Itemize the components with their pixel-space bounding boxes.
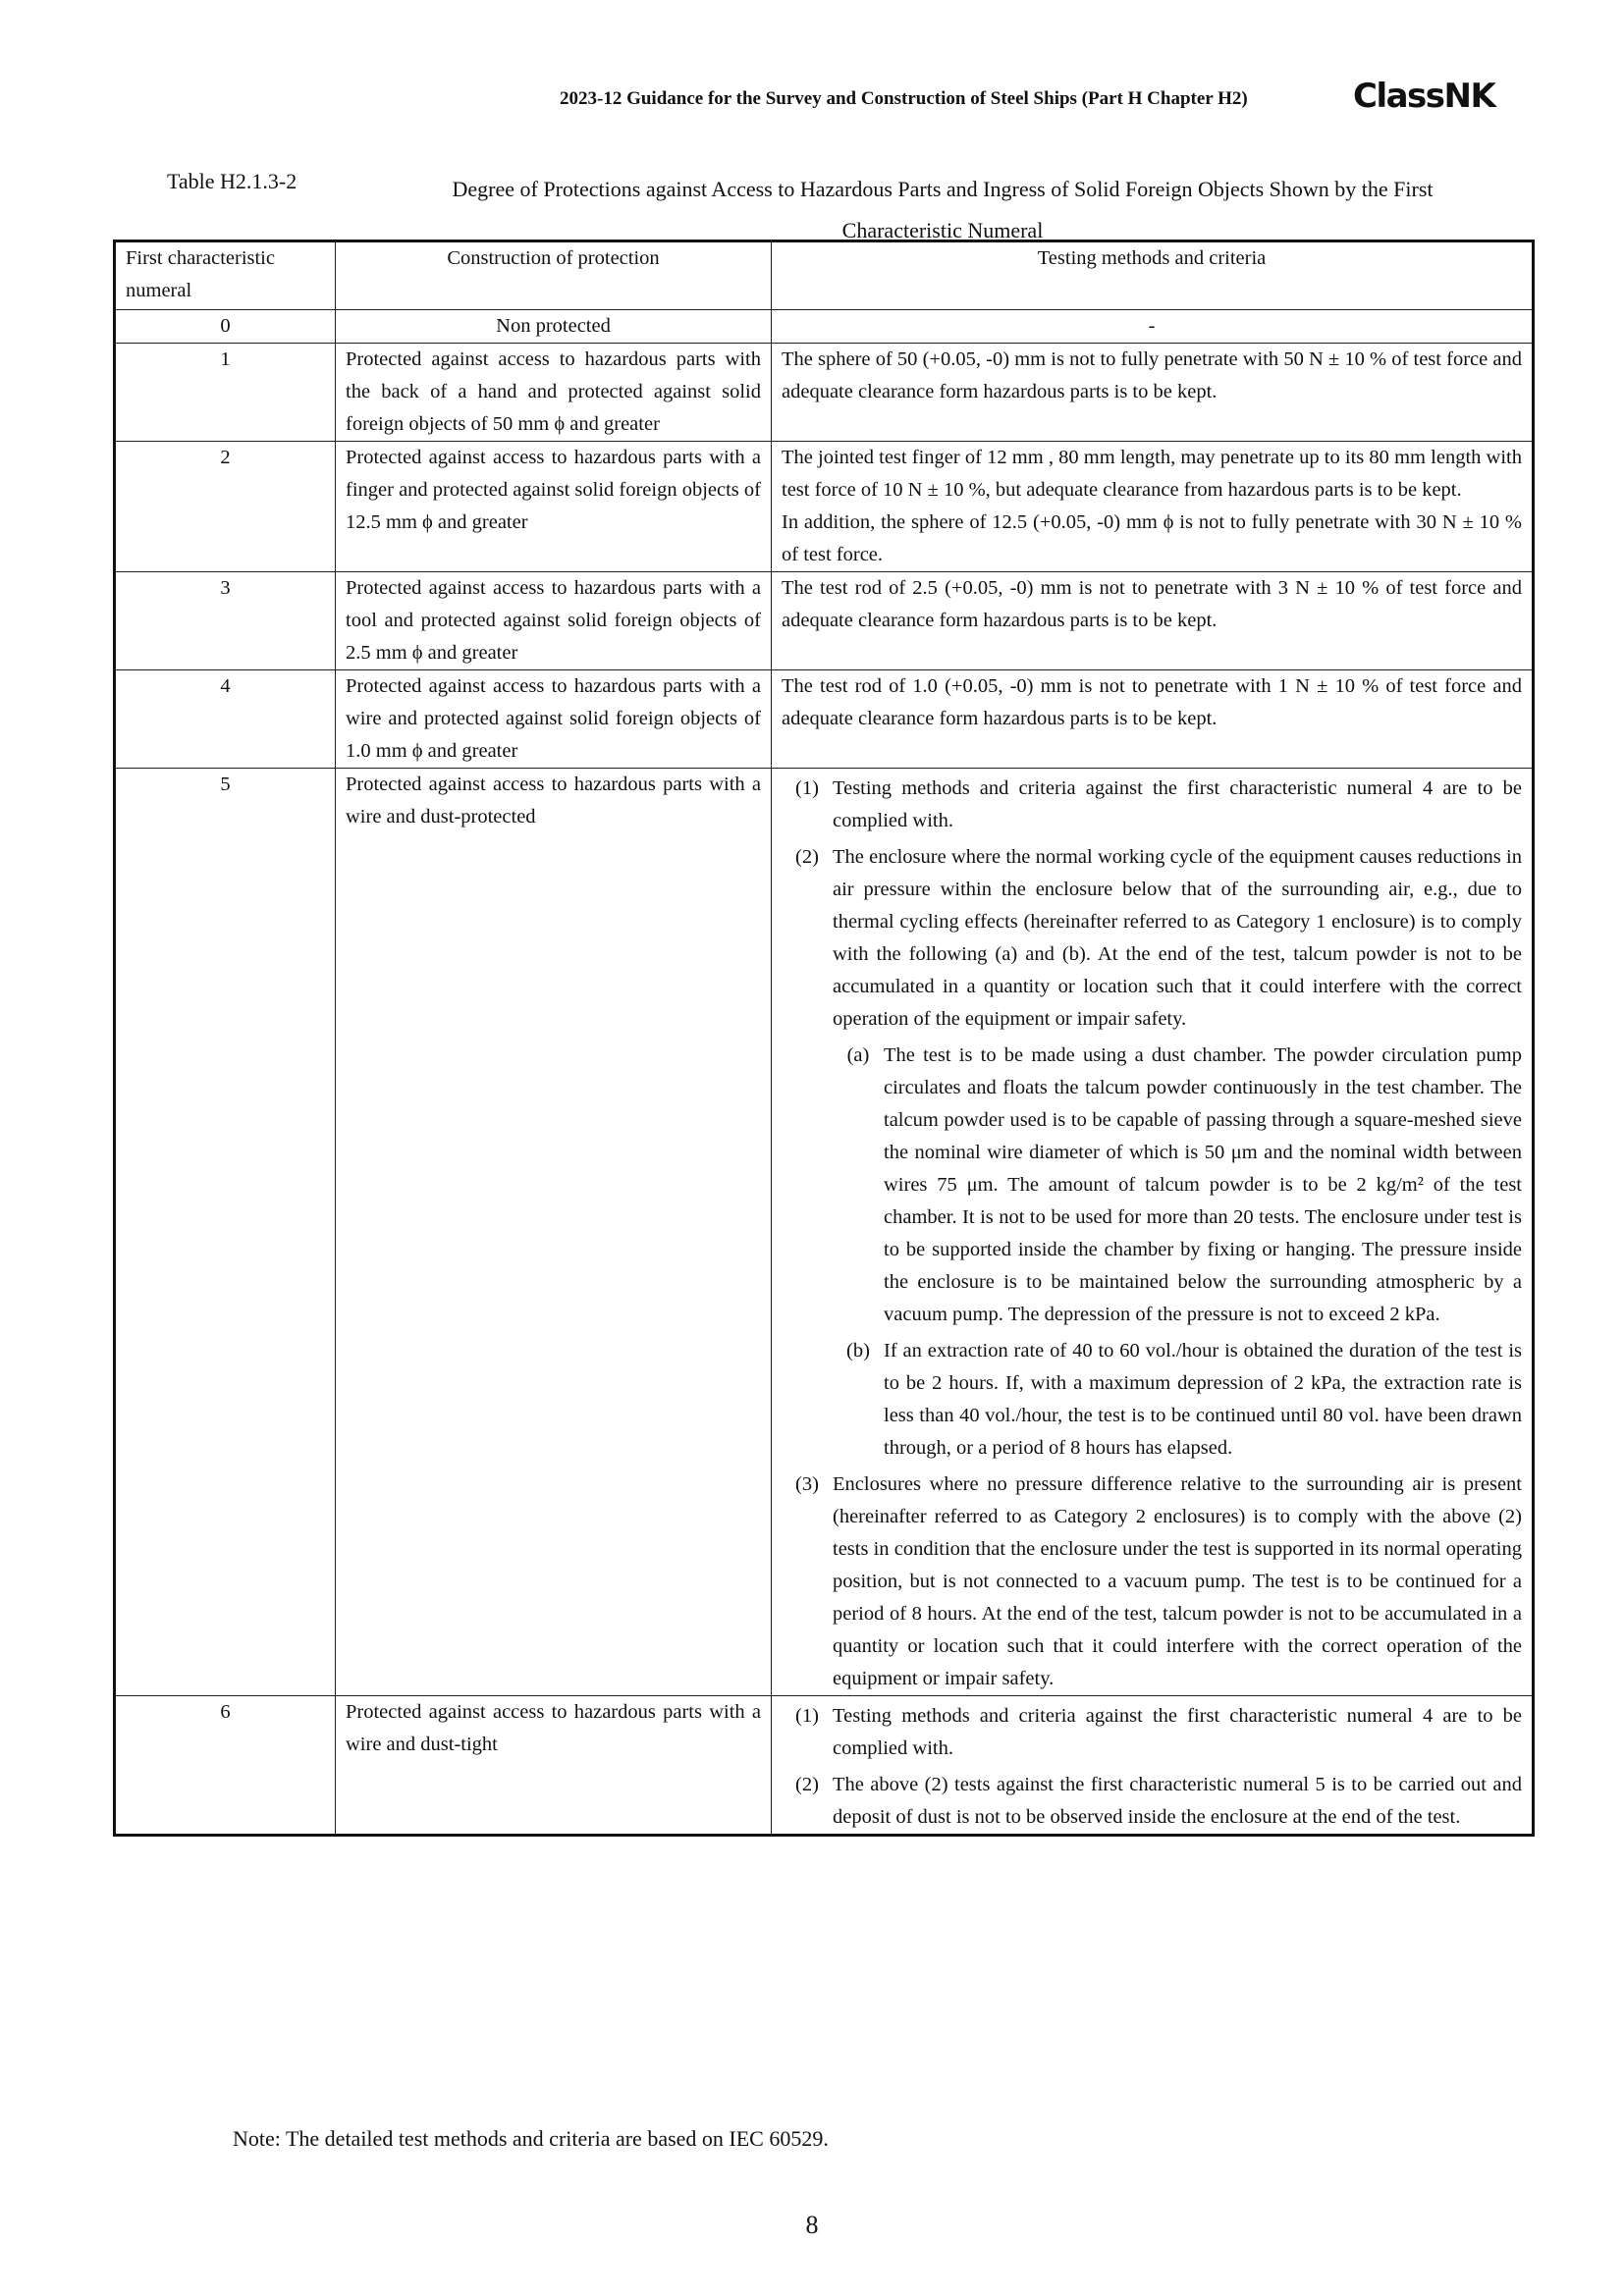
testing-text-addition: In addition, the sphere of 12.5 (+0.05, -0) mm ϕ is not to fully penetrate with 30 N ± 10 % of test force. — [782, 511, 1522, 565]
construction-cell: Protected against access to hazardous parts with a wire and protected against solid foreign objects of 1.0 mm ϕ and greater — [336, 670, 772, 769]
item-label: (3) — [795, 1473, 819, 1495]
column-header-numeral: First characteristic numeral — [115, 241, 336, 310]
table-row — [115, 769, 1534, 1696]
table-row — [115, 442, 1534, 572]
testing-cell: The test rod of 1.0 (+0.05, -0) mm is not to penetrate with 1 N ± 10 % of test force and adequate clearance form hazardous parts is to be kept. — [772, 670, 1534, 769]
testing-cell — [772, 442, 1534, 572]
numeral-cell: 1 — [115, 344, 336, 442]
classnk-logo: ClassNK — [1353, 77, 1495, 116]
table-row — [115, 670, 1534, 769]
list-item — [833, 1335, 1522, 1465]
list-item — [782, 1769, 1522, 1834]
page-header — [560, 77, 1495, 118]
item-text: If an extraction rate of 40 to 60 vol./hour is obtained the duration of the test is to be 2 hours. If, with a maximum depression of 2 kPa, the extraction rate is less than 40 vol./hour, the test is to be continued until 80 vol. have been drawn through, or a period of 8 hours has elapsed. — [884, 1340, 1522, 1459]
list-item — [833, 1040, 1522, 1331]
numeral-cell: 3 — [115, 572, 336, 670]
construction-cell: Non protected — [336, 310, 772, 344]
item-label: (1) — [795, 1705, 819, 1727]
numeral-cell: 0 — [115, 310, 336, 344]
construction-cell: Protected against access to hazardous parts with a finger and protected against solid foreign objects of 12.5 mm ϕ and greater — [336, 442, 772, 572]
construction-cell: Protected against access to hazardous parts with a wire and dust-protected — [336, 769, 772, 1696]
testing-text: The jointed test finger of 12 mm , 80 mm length, may penetrate up to its 80 mm length with test force of 10 N ± 10 %, but adequate clearance from hazardous parts is to be kept. — [782, 447, 1522, 501]
item-text: The above (2) tests against the first characteristic numeral 5 is to be carried out and deposit of dust is not to be observed inside the enclosure at the end of the test. — [833, 1774, 1522, 1828]
ip-protection-table — [113, 240, 1535, 1837]
table-row — [115, 344, 1534, 442]
list-item — [782, 841, 1522, 1036]
table-header-row — [115, 241, 1534, 310]
item-text: Testing methods and criteria against the first characteristic numeral 4 are to be complied with. — [833, 777, 1522, 831]
table-title: Degree of Protections against Access to Hazardous Parts and Ingress of Solid Foreign Objects Shown by the First Characteristic Numeral — [452, 177, 1434, 242]
table-row — [115, 310, 1534, 344]
table-row — [115, 572, 1534, 670]
item-text: Enclosures where no pressure difference relative to the surrounding air is present (hereinafter referred to as Category 2 enclosures) is to comply with the above (2) tests in condition that the enclosure under the test is supported in its normal operating position, but is not connected to a vacuum pump. The test is to be continued for a period of 8 hours. At the end of the test, talcum powder is not to be accumulated in a quantity or location such that it could interfere with the correct operation of the equipment or impair safety. — [833, 1473, 1522, 1689]
numeral-cell: 6 — [115, 1696, 336, 1836]
testing-cell: The sphere of 50 (+0.05, -0) mm is not to fully penetrate with 50 N ± 10 % of test force and adequate clearance form hazardous parts is to be kept. — [772, 344, 1534, 442]
item-text: The enclosure where the normal working cycle of the equipment causes reductions in air pressure within the enclosure below that of the surrounding air, e.g., due to thermal cycling effects (hereinafter referred to as Category 1 enclosure) is to comply with the following (a) and (b). At the end of the test, talcum powder is not to be accumulated in a quantity or location such that it could interfere with the correct operation of the equipment or impair safety. — [833, 846, 1522, 1030]
item-text: The test is to be made using a dust chamber. The powder circulation pump circulates and floats the talcum powder continuously in the test chamber. The talcum powder used is to be capable of passing through a square-meshed sieve the nominal wire diameter of which is 50 μm and the nominal width between wires 75 μm. The amount of talcum powder is to be 2 kg/m² of the test chamber. It is not to be used for more than 20 tests. The enclosure under test is to be supported inside the chamber by fixing or hanging. The pressure inside the enclosure is to be maintained below the surrounding atmospheric by a vacuum pump. The depression of the pressure is not to exceed 2 kPa. — [884, 1044, 1522, 1325]
numeral-cell: 5 — [115, 769, 336, 1696]
table-row — [115, 1696, 1534, 1836]
column-header-testing: Testing methods and criteria — [772, 241, 1534, 310]
construction-cell: Protected against access to hazardous parts with a wire and dust-tight — [336, 1696, 772, 1836]
testing-cell — [772, 769, 1534, 1696]
table-note: Note: The detailed test methods and criteria are based on IEC 60529. — [233, 2126, 829, 2151]
page-number: 8 — [805, 2211, 819, 2239]
item-label: (1) — [795, 777, 819, 799]
testing-cell: The test rod of 2.5 (+0.05, -0) mm is not to penetrate with 3 N ± 10 % of test force and adequate clearance form hazardous parts is to be kept. — [772, 572, 1534, 670]
testing-cell — [772, 1696, 1534, 1836]
item-label: (b) — [846, 1340, 870, 1362]
numeral-cell: 4 — [115, 670, 336, 769]
list-item — [782, 773, 1522, 837]
construction-cell: Protected against access to hazardous parts with a tool and protected against solid foreign objects of 2.5 mm ϕ and greater — [336, 572, 772, 670]
column-header-construction: Construction of protection — [336, 241, 772, 310]
list-item — [782, 1700, 1522, 1765]
item-label: (a) — [846, 1044, 870, 1066]
item-text: Testing methods and criteria against the first characteristic numeral 4 are to be complied with. — [833, 1705, 1522, 1759]
numeral-cell: 2 — [115, 442, 336, 572]
testing-cell: - — [772, 310, 1534, 344]
item-label: (2) — [795, 1774, 819, 1795]
header-title: 2023-12 Guidance for the Survey and Construction of Steel Ships (Part H Chapter H2) — [560, 88, 1248, 109]
list-item — [782, 1468, 1522, 1695]
table-label: Table H2.1.3-2 — [167, 169, 298, 193]
construction-cell: Protected against access to hazardous parts with the back of a hand and protected against solid foreign objects of 50 mm ϕ and greater — [336, 344, 772, 442]
item-label: (2) — [795, 846, 819, 868]
